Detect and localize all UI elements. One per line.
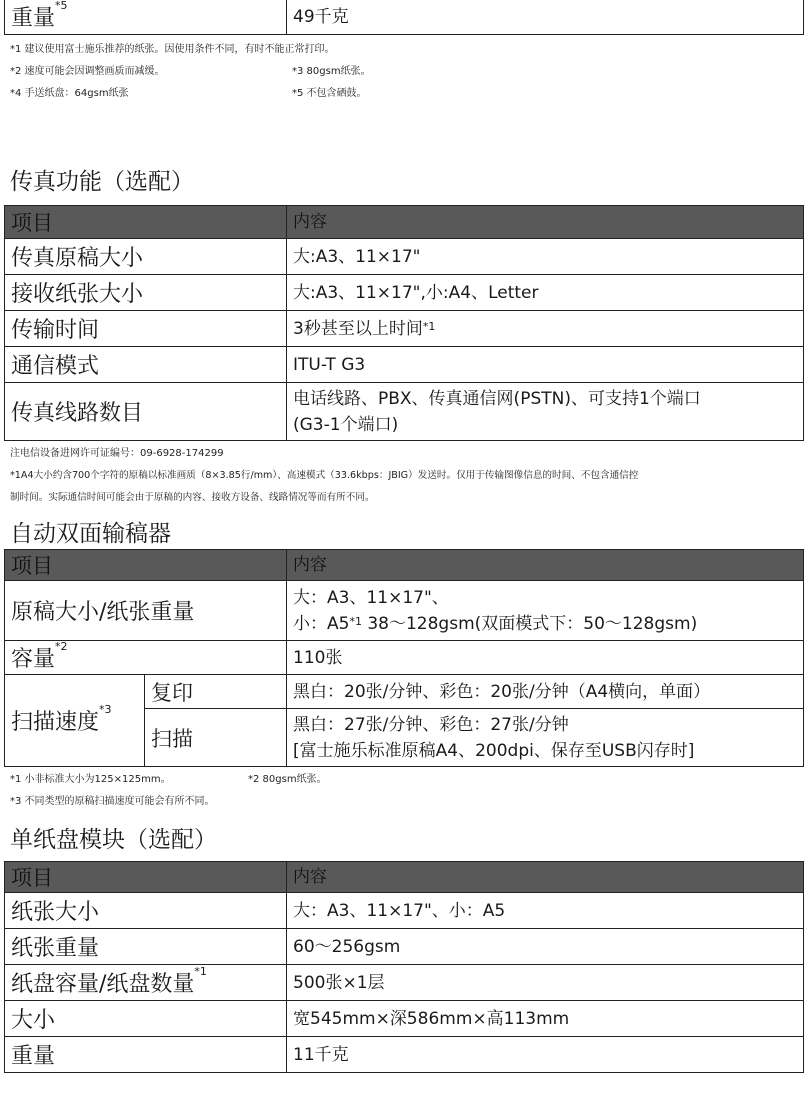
row-label: 重量$^{*5}$ [5, 0, 287, 35]
table-row: 纸盘容量/纸盘数量$^{*1}$ 500张×1层 [5, 965, 804, 1001]
table-row: 传真线路数目 电话线路、PBX、传真通信网(PSTN)、可支持1个端口 (G3-1个端口) [5, 383, 804, 441]
table-row: 接收纸张大小 大:A3、11×17",小:A4、Letter [5, 275, 804, 311]
tray-spec-table [4, 861, 804, 1073]
table-row: 容量$^{*2}$ 110张 [5, 641, 804, 675]
table-row: 扫描速度$^{*3}$ 复印 黑白：20张/分钟、彩色：20张/分钟（A4横向，单面） [5, 675, 804, 709]
top-spec-table [4, 0, 804, 35]
fax-spec-table [4, 205, 804, 441]
footnote: *5 不包含硒鼓。 [292, 88, 367, 99]
footnote: *2 速度可能会因调整画质而减缓。 [10, 66, 165, 77]
table-row: 传输时间 3秒甚至以上时间$^{*1}$ [5, 311, 804, 347]
footnote: 注电信设备进网许可证编号：09-6928-174299 [10, 448, 224, 459]
section-title-adf: 自动双面输稿器 [10, 521, 171, 547]
section-title-fax: 传真功能（选配） [10, 169, 194, 195]
table-row: 大小 宽545mm×深586mm×高113mm [5, 1001, 804, 1037]
table-row: 原稿大小/纸张重量 大：A3、11×17"、 小：A5$^{*1}$ 38～128gsm(双面模式下：50～128gsm) [5, 581, 804, 641]
table-row: 纸张重量 60～256gsm [5, 929, 804, 965]
footnote: *3 不同类型的原稿扫描速度可能会有所不同。 [10, 796, 215, 807]
footnote: *3 80gsm纸张。 [292, 66, 371, 77]
table-row: 扫描 黑白：27张/分钟、彩色：27张/分钟 [富士施乐标准原稿A4、200dpi、保存至USB闪存时] [5, 709, 804, 767]
footnote: 制时间。实际通信时间可能会由于原稿的内容、接收方设备、线路情况等而有所不同。 [10, 492, 375, 503]
footnote: *1 小非标准大小为125×125mm。 [10, 774, 171, 785]
table-row: 纸张大小 大：A3、11×17"、小：A5 [5, 893, 804, 929]
footnote: *4 手送纸盘：64gsm纸张 [10, 88, 129, 99]
footnote: *1A4大小约含700个字符的原稿以标准画质（8×3.85行/mm）、高速模式（33.6kbps：JBIG）发送时。仅用于传输图像信息的时间、不包含通信控 [10, 470, 639, 481]
footnote: *2 80gsm纸张。 [248, 774, 327, 785]
table-row: 重量 11千克 [5, 1037, 804, 1073]
section-title-tray: 单纸盘模块（选配） [10, 827, 217, 853]
table-row [5, 0, 804, 35]
fax-notes [0, 443, 808, 509]
adf-spec-table [4, 549, 804, 767]
table-row: 传真原稿大小 大:A3、11×17" [5, 239, 804, 275]
row-value: 49千克 [287, 0, 804, 35]
table-row: 通信模式 ITU-T G3 [5, 347, 804, 383]
table-header-row: 项目 内容 [5, 550, 804, 581]
footnote: *1 建议使用富士施乐推荐的纸张。因使用条件不同，有时不能正常打印。 [10, 44, 335, 55]
table-header-row: 项目 内容 [5, 206, 804, 239]
adf-notes [0, 769, 808, 813]
top-notes [0, 39, 808, 105]
table-header-row: 项目 内容 [5, 862, 804, 893]
